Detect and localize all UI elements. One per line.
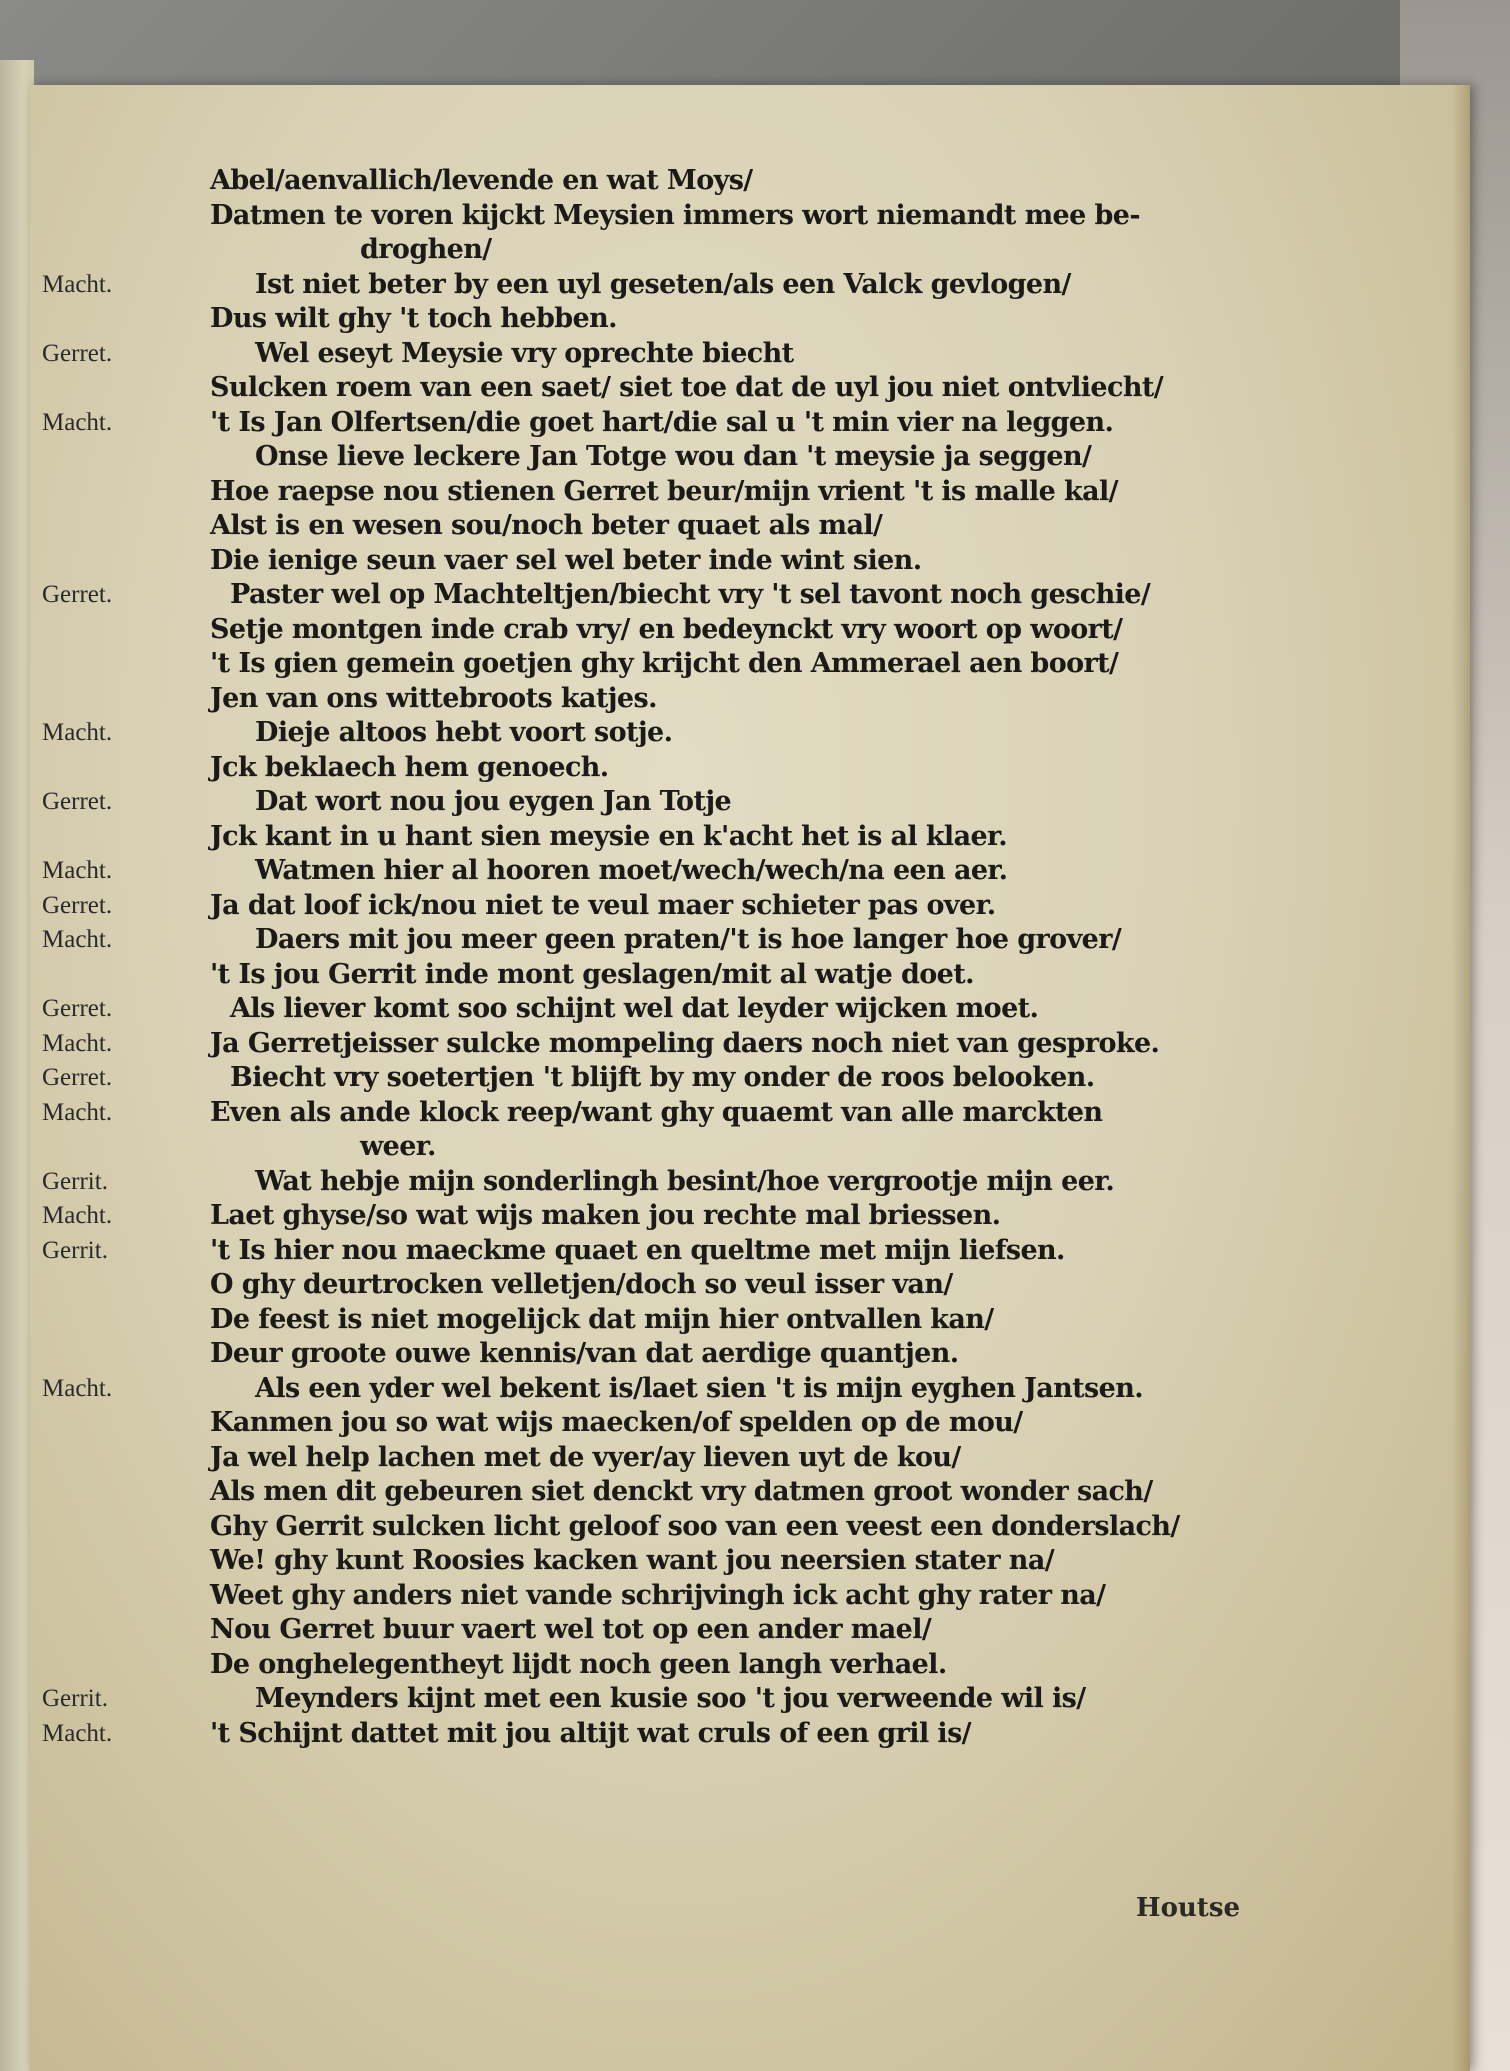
verse-text: Setje montgen inde crab vry/ en bedeynckt vry woort op woort/	[210, 613, 1123, 645]
speaker-label: Gerret.	[42, 788, 113, 815]
verse-text: We! ghy kunt Roosies kacken want jou neersien stater na/	[210, 1545, 1054, 1576]
verse-line	[30, 1580, 1470, 1615]
verse-line	[30, 200, 1470, 235]
speaker-label: Macht.	[42, 926, 113, 953]
speaker-label: Gerret.	[42, 891, 113, 919]
verse-line	[30, 683, 1470, 718]
verse-line	[30, 752, 1470, 787]
verse-text: Watmen hier al hooren moet/wech/wech/na een aer.	[255, 855, 1008, 886]
verse-text: Jck kant in u hant sien meysie en k'acht het is al klaer.	[210, 820, 1007, 852]
verse-line	[30, 1614, 1470, 1649]
verse-line	[30, 614, 1470, 649]
verse-text: O ghy deurtrocken velletjen/doch so veul isser van/	[210, 1269, 953, 1300]
speaker-label: Macht.	[42, 1719, 113, 1747]
verse-line	[30, 407, 1470, 442]
verse-text: 't Is hier nou maeckme quaet en queltme met mijn liefsen.	[210, 1234, 1065, 1266]
verse-line	[30, 234, 1470, 269]
verse-line	[30, 924, 1470, 959]
verse-line	[30, 545, 1470, 580]
verse-text: Jen van ons wittebroots katjes.	[210, 682, 657, 714]
verse-line	[30, 476, 1470, 511]
verse-text: Die ienige seun vaer sel wel beter inde wint sien.	[210, 544, 922, 576]
verse-text: Paster wel op Machteltjen/biecht vry 't sel tavont noch geschie/	[230, 579, 1151, 610]
verse-line	[30, 1407, 1470, 1442]
verse-line	[30, 1131, 1470, 1166]
verse-line	[30, 1649, 1470, 1684]
verse-line	[30, 855, 1470, 890]
verse-text: Ja wel help lachen met de vyer/ay lieven uyt de kou/	[210, 1441, 961, 1473]
verse-text: Dieje altoos hebt voort sotje.	[255, 717, 673, 748]
speaker-label: Gerret.	[42, 995, 113, 1022]
verse-text: Ja dat loof ick/nou niet te veul maer schieter pas over.	[210, 889, 996, 921]
speaker-label: Gerrit.	[42, 1236, 108, 1264]
speaker-label: Gerrit.	[42, 1685, 108, 1712]
verse-line	[30, 1476, 1470, 1511]
verse-text: Datmen te voren kijckt Meysien immers wort niemandt mee be-	[210, 199, 1140, 231]
speaker-label: Gerret.	[42, 339, 113, 367]
verse-line	[30, 1166, 1470, 1201]
verse-text: Biecht vry soetertjen 't blijft by my onder de roos belooken.	[230, 1062, 1095, 1093]
verse-text: Meynders kijnt met een kusie soo 't jou verweende wil is/	[255, 1683, 1086, 1714]
verse-text: 't Schijnt dattet mit jou altijt wat cruls of een gril is/	[210, 1717, 971, 1749]
verse-line	[30, 303, 1470, 338]
verse-text: De feest is niet mogelijck dat mijn hier ontvallen kan/	[210, 1303, 994, 1335]
verse-text: 't Is gien gemein goetjen ghy krijcht den Ammerael aen boort/	[210, 648, 1119, 679]
verse-text: Wel eseyt Meysie vry oprechte biecht	[255, 337, 794, 369]
verse-text: Ist niet beter by een uyl geseten/als een Valck gevlogen/	[255, 268, 1071, 300]
verse-line	[30, 1235, 1470, 1270]
speaker-label: Macht.	[42, 1029, 113, 1057]
verse-line	[30, 993, 1470, 1028]
verse-line	[30, 441, 1470, 476]
verse-text: Als een yder wel bekent is/laet sien 't is mijn eyghen Jantsen.	[255, 1372, 1144, 1404]
speaker-label: Macht.	[42, 1098, 113, 1126]
verse-text: Ghy Gerrit sulcken licht geloof soo van een veest een donderslach/	[210, 1510, 1180, 1542]
verse-line	[30, 579, 1470, 614]
verse-text: Sulcken roem van een saet/ siet toe dat de uyl jou niet ontvliecht/	[210, 372, 1164, 403]
verse-text: De onghelegentheyt lijdt noch geen langh verhael.	[210, 1648, 947, 1680]
verse-line	[30, 372, 1470, 407]
verse-line	[30, 648, 1470, 683]
verse-text: Dat wort nou jou eygen Jan Totje	[255, 786, 732, 817]
verse-line	[30, 338, 1470, 373]
play-text	[30, 165, 1470, 1752]
speaker-label: Gerret.	[42, 581, 113, 608]
verse-text: Laet ghyse/so wat wijs maken jou rechte mal briessen.	[210, 1200, 1001, 1231]
verse-line	[30, 786, 1470, 821]
speaker-label: Gerrit.	[42, 1167, 108, 1195]
verse-text: Kanmen jou so wat wijs maecken/of spelden op de mou/	[210, 1407, 1023, 1438]
verse-text: Ja Gerretjeisser sulcke mompeling daers noch niet van gesproke.	[210, 1027, 1160, 1059]
verse-line	[30, 510, 1470, 545]
verse-text: Onse lieve leckere Jan Totge wou dan 't meysie ja seggen/	[255, 441, 1092, 472]
verse-line	[30, 1338, 1470, 1373]
facing-page-edge	[0, 60, 34, 2071]
verse-line	[30, 1545, 1470, 1580]
verse-line	[30, 1028, 1470, 1063]
speaker-label: Macht.	[42, 1202, 113, 1229]
verse-line	[30, 1442, 1470, 1477]
verse-line	[30, 1683, 1470, 1718]
verse-text: Daers mit jou meer geen praten/'t is hoe langer hoe grover/	[255, 924, 1122, 955]
verse-text: 't Is Jan Olfertsen/die goet hart/die sal u 't min vier na leggen.	[210, 406, 1114, 438]
verse-text: Weet ghy anders niet vande schrijvingh ick acht ghy rater na/	[210, 1579, 1106, 1611]
verse-line	[30, 890, 1470, 925]
verse-text: Als men dit gebeuren siet denckt vry datmen groot wonder sach/	[210, 1476, 1153, 1507]
verse-line	[30, 269, 1470, 304]
book-page	[30, 85, 1470, 2071]
verse-line	[30, 1062, 1470, 1097]
speaker-label: Macht.	[42, 719, 113, 746]
verse-text: Even als ande klock reep/want ghy quaemt van alle marckten	[210, 1096, 1103, 1128]
verse-line	[30, 1718, 1470, 1753]
speaker-label: Macht.	[42, 408, 113, 436]
speaker-label: Macht.	[42, 857, 113, 884]
verse-text: Als liever komt soo schijnt wel dat leyder wijcken moet.	[230, 993, 1039, 1024]
verse-text: Alst is en wesen sou/noch beter quaet als mal/	[210, 510, 883, 541]
verse-line	[30, 1373, 1470, 1408]
verse-line	[30, 1511, 1470, 1546]
verse-line	[30, 1097, 1470, 1132]
verse-text: Nou Gerret buur vaert wel tot op een ander mael/	[210, 1614, 932, 1645]
catchword: Houtse	[1136, 1893, 1240, 1923]
speaker-label: Macht.	[42, 270, 113, 298]
verse-text: Jck beklaech hem genoech.	[210, 751, 609, 783]
verse-line	[30, 959, 1470, 994]
verse-line	[30, 1200, 1470, 1235]
verse-line	[30, 1269, 1470, 1304]
verse-text: Wat hebje mijn sonderlingh besint/hoe vergrootje mijn eer.	[255, 1165, 1115, 1197]
verse-text: 't Is jou Gerrit inde mont geslagen/mit al watje doet.	[210, 958, 974, 990]
verse-text: Hoe raepse nou stienen Gerret beur/mijn vrient 't is malle kal/	[210, 475, 1118, 507]
verse-text: Abel/aenvallich/levende en wat Moys/	[210, 165, 753, 196]
verse-text: droghen/	[360, 234, 492, 265]
speaker-label: Macht.	[42, 1374, 113, 1402]
speaker-label: Gerret.	[42, 1064, 113, 1091]
verse-text: Deur groote ouwe kennis/van dat aerdige quantjen.	[210, 1338, 959, 1369]
verse-line	[30, 821, 1470, 856]
verse-line	[30, 717, 1470, 752]
verse-text: weer.	[360, 1131, 436, 1162]
verse-line	[30, 165, 1470, 200]
verse-line	[30, 1304, 1470, 1339]
verse-text: Dus wilt ghy 't toch hebben.	[210, 303, 617, 334]
